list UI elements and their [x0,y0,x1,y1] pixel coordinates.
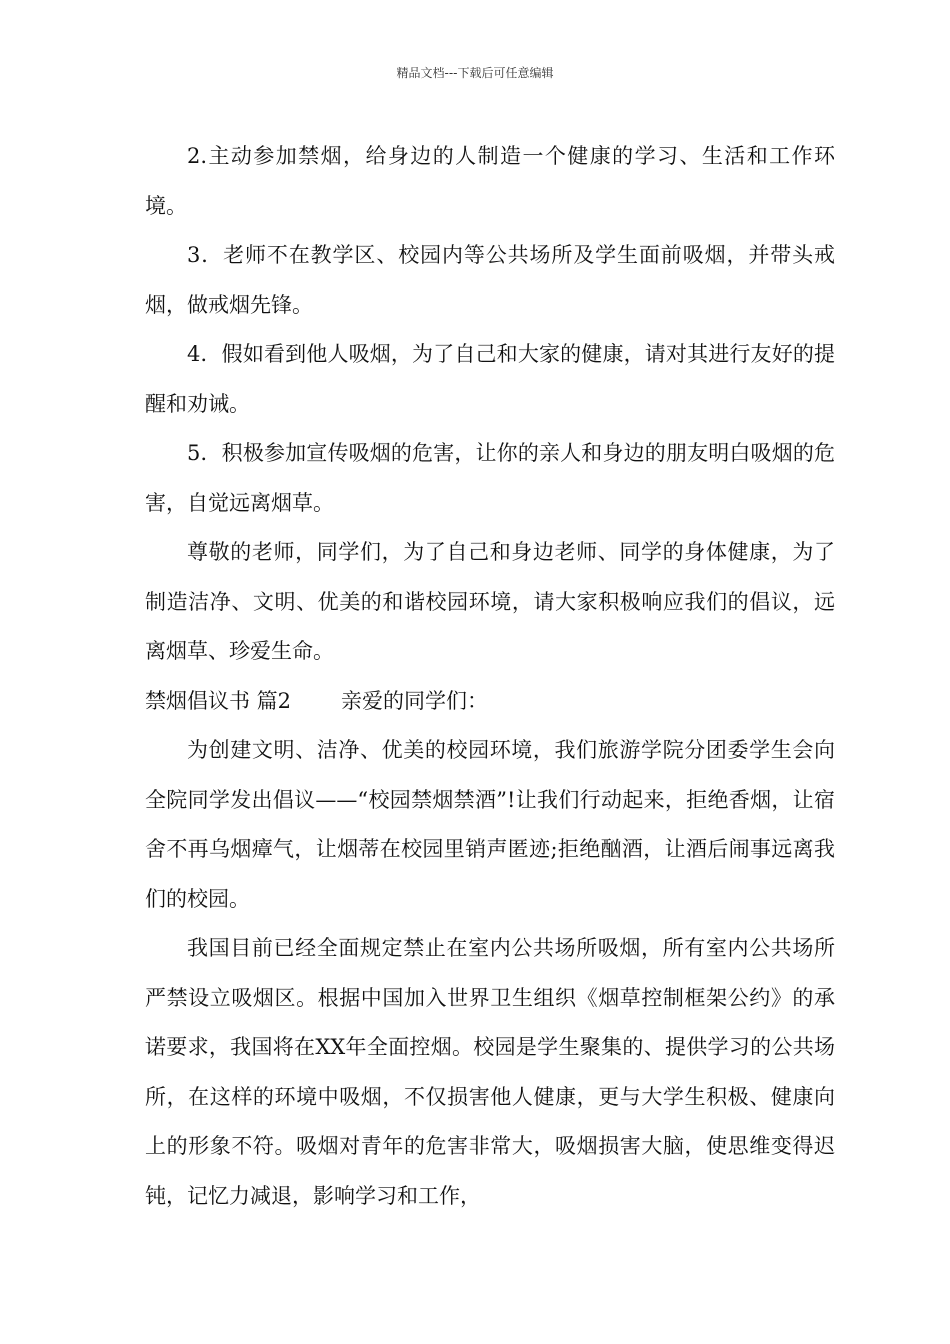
section-greeting: 亲爱的同学们： [341,688,489,713]
paragraph-item-4: 4．假如看到他人吸烟，为了自己和大家的健康，请对其进行友好的提醒和劝诫。 [145,342,835,416]
page-header: 精品文档---下载后可任意编辑 [396,66,554,80]
paragraph-regulation: 我国目前已经全面规定禁止在室内公共场所吸烟，所有室内公共场所严禁设立吸烟区。根据中国加入世界卫生组织《烟草控制框架公约》的承诺要求，我国将在XX年全面控烟。校园是学生聚集的、提供学习的公共场所，在这样的环境中吸烟，不仅损害他人健康，更与大学生积极、健康向上的形象不符。吸烟对青年的危害非常大，吸烟损害大脑，使思维变得迟钝，记忆力减退，影响学习和工作， [145,936,835,1208]
paragraph-proposal: 为创建文明、洁净、优美的校园环境，我们旅游学院分团委学生会向全院同学发出倡议——“校园禁烟禁酒”!让我们行动起来，拒绝香烟，让宿舍不再乌烟瘴气，让烟蒂在校园里销声匿迹;拒绝酗酒，让酒后闹事远离我们的校园。 [145,738,835,911]
paragraph-item-3: 3．老师不在教学区、校园内等公共场所及学生面前吸烟，并带头戒烟，做戒烟先锋。 [145,243,835,317]
paragraph-item-2: 2.主动参加禁烟，给身边的人制造一个健康的学习、生活和工作环境。 [145,144,835,218]
document-body [145,132,835,1221]
section-title: 禁烟倡议书 篇2 [145,688,292,713]
paragraph-item-5: 5．积极参加宣传吸烟的危害，让你的亲人和身边的朋友明白吸烟的危害，自觉远离烟草。 [145,441,835,515]
paragraph-closing: 尊敬的老师，同学们，为了自己和身边老师、同学的身体健康，为了制造洁净、文明、优美的和谐校园环境，请大家积极响应我们的倡议，远离烟草、珍爱生命。 [145,540,835,663]
section-heading [145,677,835,727]
